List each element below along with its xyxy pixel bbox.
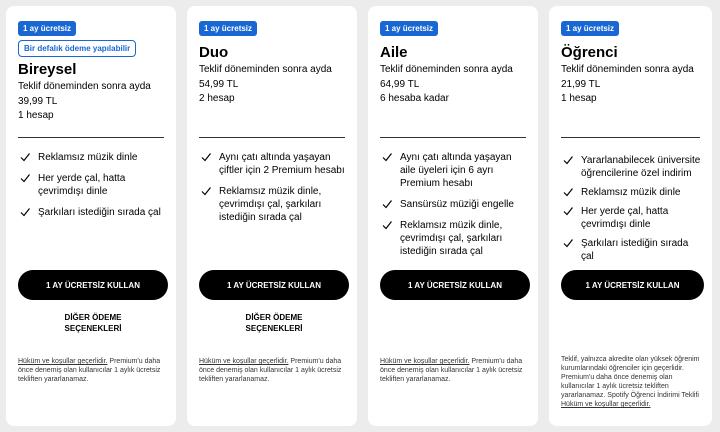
feature-text: Reklamsız müzik dinle, çevrimdışı çal, şarkıları istediğin sırada çal	[400, 220, 503, 257]
feature-text: Her yerde çal, hatta çevrimdışı dinle	[581, 206, 669, 230]
check-icon	[563, 187, 573, 197]
plan-price-note: Teklif döneminden sonra ayda	[380, 64, 513, 75]
terms-link[interactable]: Hüküm ve koşullar geçerlidir.	[380, 358, 470, 365]
check-icon	[382, 199, 392, 209]
plan-card-duo	[187, 6, 357, 426]
feature-list	[382, 151, 528, 266]
feature-text: Aynı çatı altında yaşayan aile üyeleri için 6 ayrı Premium hesabı	[400, 152, 512, 189]
feature-text: Sansürsüz müziği engelle	[400, 199, 514, 210]
other-payment-options-link[interactable]	[199, 312, 349, 334]
feature-text: Şarkıları istediğin sırada çal	[38, 207, 161, 218]
start-free-trial-button[interactable]: 1 AY ÜCRETSİZ KULLAN	[380, 270, 530, 300]
plan-title: Öğrenci	[561, 44, 618, 61]
feature-item	[201, 151, 347, 177]
plan-title: Aile	[380, 44, 408, 61]
other-payment-line2: SEÇENEKLERİ	[64, 324, 122, 333]
terms-note: Teklif, yalnızca akredite olan yüksek öğrenim kurumlarındaki öğrenciler için geçerlidir. Premium'u daha önce denemiş olan kullanıcılar 1 aylık ücretsiz tekliften yararlanamaz. Spotify Öğrenci İndirimi Teklifi	[561, 356, 700, 399]
other-payment-line2: SEÇENEKLERİ	[245, 324, 303, 333]
free-trial-badge: 1 ay ücretsiz	[380, 21, 438, 36]
feature-item	[563, 154, 702, 180]
feature-text: Şarkıları istediğin sırada çal	[581, 238, 689, 262]
plan-card-ogrenci	[549, 6, 712, 426]
plan-card-bireysel	[6, 6, 176, 426]
divider	[199, 137, 345, 138]
plan-title: Bireysel	[18, 61, 77, 78]
feature-item	[201, 185, 347, 224]
check-icon	[201, 152, 211, 162]
feature-list	[20, 151, 166, 227]
plan-accounts: 6 hesaba kadar	[380, 93, 449, 104]
feature-item	[563, 186, 702, 199]
feature-list	[201, 151, 347, 232]
terms-text	[561, 355, 702, 409]
terms-link[interactable]: Hüküm ve koşullar geçerlidir.	[18, 358, 108, 365]
plan-accounts: 1 hesap	[18, 110, 54, 121]
terms-note: Premium'u daha önce denemiş olan kullanıcılar 1 aylık ücretsiz tekliften yararlanamaz.	[18, 358, 161, 383]
plan-price-note: Teklif döneminden sonra ayda	[18, 81, 151, 92]
divider	[18, 137, 164, 138]
terms-text	[199, 357, 347, 384]
feature-text: Reklamsız müzik dinle	[38, 152, 138, 163]
plan-price: 54,99 TL	[199, 79, 239, 90]
plan-accounts: 1 hesap	[561, 93, 597, 104]
plan-price: 21,99 TL	[561, 79, 601, 90]
check-icon	[563, 206, 573, 216]
terms-note: Premium'u daha önce denemiş olan kullanıcılar 1 aylık ücretsiz tekliften yararlanamaz.	[199, 358, 342, 383]
feature-list	[563, 154, 702, 269]
plan-price: 64,99 TL	[380, 79, 420, 90]
check-icon	[563, 238, 573, 248]
plan-price-note: Teklif döneminden sonra ayda	[561, 64, 694, 75]
check-icon	[20, 207, 30, 217]
feature-item	[20, 151, 166, 164]
free-trial-badge: 1 ay ücretsiz	[18, 21, 76, 36]
start-free-trial-button[interactable]: 1 AY ÜCRETSİZ KULLAN	[561, 270, 704, 300]
divider	[561, 137, 700, 138]
feature-item	[563, 237, 702, 263]
plan-price-note: Teklif döneminden sonra ayda	[199, 64, 332, 75]
feature-text: Yararlanabilecek üniversite öğrencilerine özel indirim	[581, 155, 701, 179]
terms-link[interactable]: Hüküm ve koşullar geçerlidir.	[561, 401, 651, 408]
feature-item	[563, 205, 702, 231]
feature-item	[20, 206, 166, 219]
check-icon	[20, 173, 30, 183]
feature-text: Reklamsız müzik dinle	[581, 187, 681, 198]
free-trial-badge: 1 ay ücretsiz	[561, 21, 619, 36]
feature-text: Aynı çatı altında yaşayan çiftler için 2 Premium hesabı	[219, 152, 345, 176]
terms-text	[18, 357, 166, 384]
terms-link[interactable]: Hüküm ve koşullar geçerlidir.	[199, 358, 289, 365]
divider	[380, 137, 526, 138]
check-icon	[20, 152, 30, 162]
check-icon	[563, 155, 573, 165]
feature-item	[382, 151, 528, 190]
free-trial-badge: 1 ay ücretsiz	[199, 21, 257, 36]
check-icon	[382, 152, 392, 162]
one-time-payment-badge: Bir defalık ödeme yapılabilir	[18, 40, 136, 57]
other-payment-line1: DİĞER ÖDEME	[64, 313, 122, 322]
other-payment-options-link[interactable]	[18, 312, 168, 334]
start-free-trial-button[interactable]: 1 AY ÜCRETSİZ KULLAN	[18, 270, 168, 300]
plan-accounts: 2 hesap	[199, 93, 235, 104]
check-icon	[201, 186, 211, 196]
feature-text: Her yerde çal, hatta çevrimdışı dinle	[38, 173, 126, 197]
plan-card-aile	[368, 6, 538, 426]
other-payment-line1: DİĞER ÖDEME	[245, 313, 303, 322]
feature-item	[382, 219, 528, 258]
terms-text	[380, 357, 528, 384]
plan-price: 39,99 TL	[18, 96, 58, 107]
feature-item	[382, 198, 528, 211]
feature-item	[20, 172, 166, 198]
plan-title: Duo	[199, 44, 229, 61]
start-free-trial-button[interactable]: 1 AY ÜCRETSİZ KULLAN	[199, 270, 349, 300]
check-icon	[382, 220, 392, 230]
terms-note: Premium'u daha önce denemiş olan kullanıcılar 1 aylık ücretsiz tekliften yararlanamaz.	[380, 358, 523, 383]
feature-text: Reklamsız müzik dinle, çevrimdışı çal, şarkıları istediğin sırada çal	[219, 186, 322, 223]
